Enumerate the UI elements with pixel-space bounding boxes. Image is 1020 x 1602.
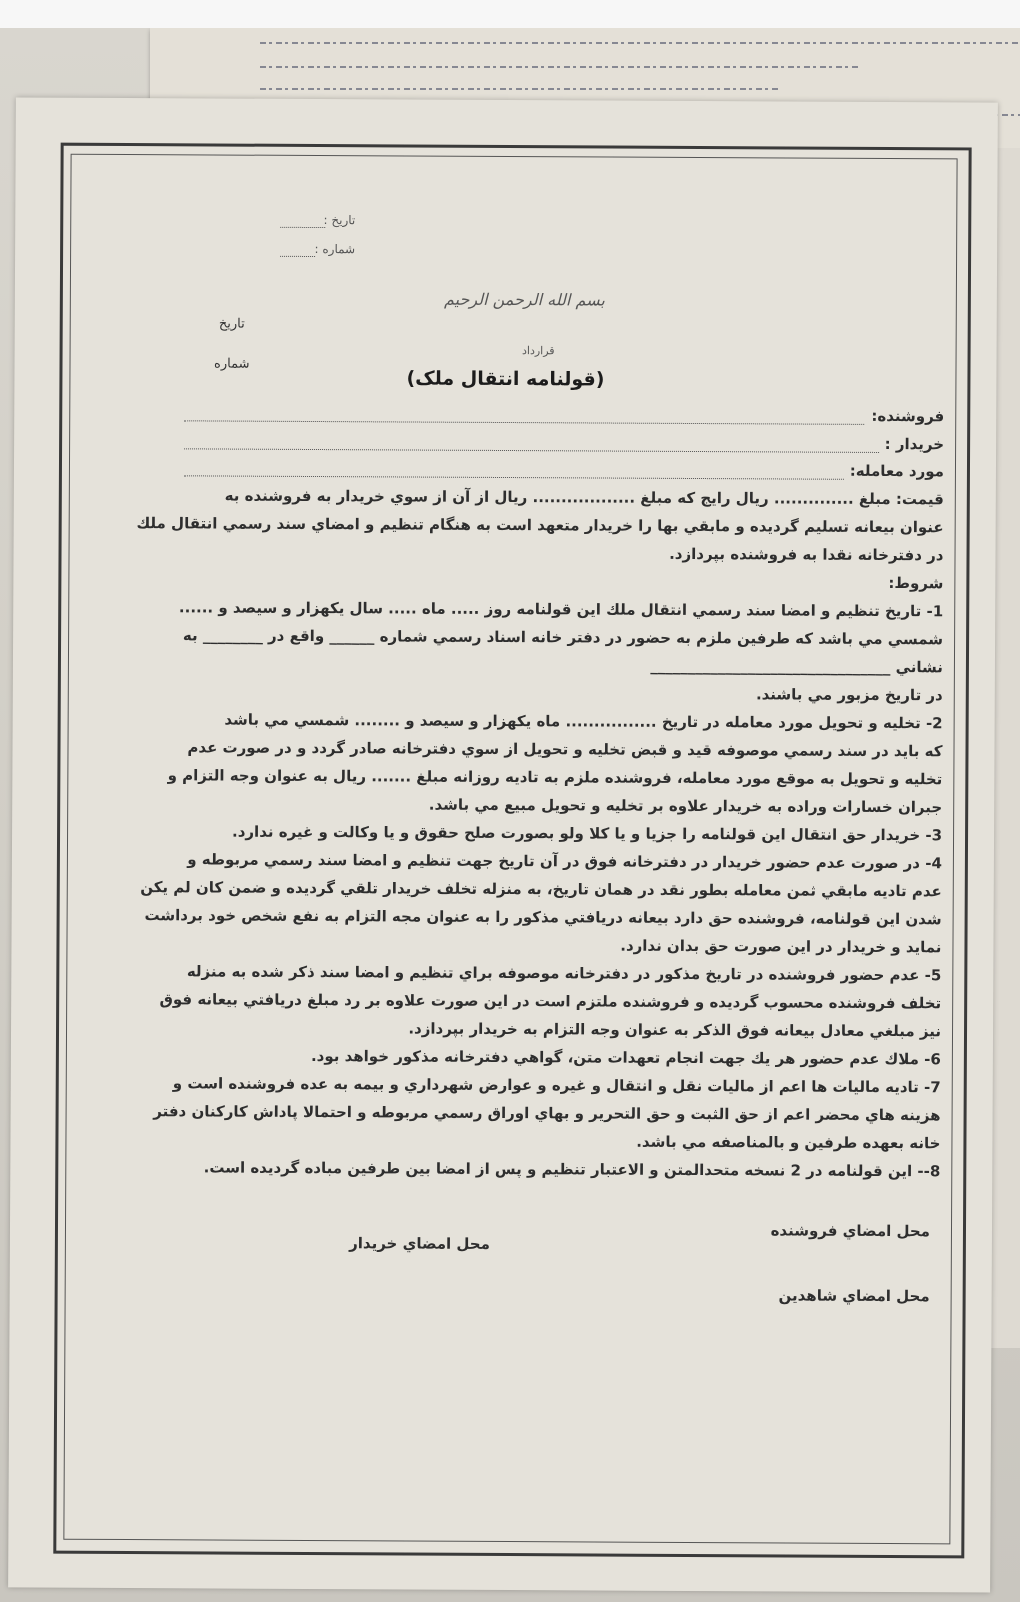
clause-line: شدن اين قولنامه، فروشنده حق دارد بيعانه دريافتي مذكور را به عنوان مجه التزام به نفع شخص خود برداشت xyxy=(144,906,942,929)
corner-date-label: تاريخ : xyxy=(323,213,356,228)
number-label: شماره xyxy=(214,356,250,372)
viewer-top-bar xyxy=(0,0,1020,29)
clause-line: خانه بعهده طرفين و بالمناصفه مي باشد. xyxy=(636,1132,941,1153)
page-title: (قولنامه انتقال ملک) xyxy=(406,367,605,391)
clause-line: 7- تاديه ماليات ها اعم از ماليات نقل و انتقال و غيره و عوارض شهرداري و بيمه به عده فروشنده است و xyxy=(172,1074,941,1097)
clause-line: عدم تاديه مابقي ثمن معامله بطور نقد در همان تاريخ، به منزله تخلف خريدار تلقي گرديده و ضمن كان لم يكن xyxy=(140,878,942,901)
price-line-3: در دفترخانه نقدا به فروشنده بپردازد. xyxy=(669,544,944,565)
clause-line: 4- در صورت عدم حضور خريدار در دفترخانه فوق در آن تاريخ جهت تنظيم و امضا سند رسمي مربوطه و xyxy=(187,850,942,873)
clause-line: جبران خسارات وراده به خريدار علاوه بر تخليه و تحويل مبيع مي باشد. xyxy=(428,795,943,817)
price-line-2: عنوان بيعانه تسليم گرديده و مابقي بها را خريدار متعهد است به هنگام تنظيم و امضاي سند رسمي انتقال ملك xyxy=(136,514,944,537)
clause-line: در تاريخ مزبور مي باشند. xyxy=(755,685,943,705)
clause-line: 5- عدم حضور فروشنده در تاريخ مذكور در دفترخانه موصوفه براي تنظيم و امضا سند ذكر شده به منزله xyxy=(186,962,942,985)
document-photo xyxy=(0,28,1020,1602)
clause-line: هزينه هاي محضر اعم از حق الثبت و حق التحرير و بهاي اوراق رسمي مربوطه و احتمالا پاداش كاركنان دفتر xyxy=(153,1102,941,1125)
clause-line: 3- خريدار حق انتقال اين قولنامه را جزيا و يا كلا ولو بصورت صلح حقوق و يا وكالت و غيره ندارد. xyxy=(232,822,943,845)
conditions-label: شروط: xyxy=(888,574,944,593)
page-border-inner xyxy=(63,154,957,1545)
contract-paper xyxy=(8,97,998,1592)
clause-line: 8-- اين قولنامه در 2 نسخه متحدالمتن و الاعتبار تنظيم و پس از امضا بين طرفين مباده گرديده است. xyxy=(203,1158,941,1181)
subtitle: قرارداد xyxy=(521,344,555,358)
clause-line: 2- تخليه و تحويل مورد معامله در تاريخ ................ ماه يكهزار و سيصد و ........ شمسي مي باشد xyxy=(224,710,943,733)
clause-line: شمسي مي باشد كه طرفين ملزم به حضور در دفتر خانه اسناد رسمي شماره ______ واقع در ________ به xyxy=(182,626,944,649)
clause-line: نشاني ________________________________ xyxy=(650,656,943,677)
seller-field-label: فروشنده: xyxy=(871,406,945,426)
clause-line: نمايد و خريدار در اين صورت حق بدان ندارد. xyxy=(620,936,942,957)
date-label: تاريخ xyxy=(218,316,245,332)
witnesses-signature-label: محل امضاي شاهدين xyxy=(778,1286,930,1306)
corner-number-label: شماره : xyxy=(314,242,356,257)
subject-field-label: مورد معامله: xyxy=(849,461,945,481)
price-line-1: قيمت: مبلغ .............. ريال رايج كه مبلغ .................. ريال از آن از سوي خريدار به فروشنده به xyxy=(224,486,944,509)
seller-signature-label: محل امضاي فروشنده xyxy=(770,1221,931,1241)
clause-line: تخليه و تحويل به موقع مورد معامله، فروشنده ملزم به تاديه روزانه مبلغ ....... ريال به عنوان وجه التزام و xyxy=(167,766,943,789)
clause-line: 6- ملاك عدم حضور هر يك جهت انجام تعهدات متن، گواهي دفترخانه مذكور خواهد بود. xyxy=(310,1046,941,1069)
clause-line: 1- تاريخ تنظيم و امضا سند رسمي انتقال ملك اين قولنامه روز ..... ماه ..... سال يكهزار و سيصد و ...... xyxy=(178,598,944,621)
clause-line: كه بايد در سند رسمي موصوفه قيد و قبض تخليه و تحويل از سوي دفترخانه صادر گردد و در صورت عدم xyxy=(187,738,943,761)
buyer-field-label: خريدار : xyxy=(884,434,945,454)
buyer-signature-label: محل امضاي خريدار xyxy=(349,1234,490,1253)
clause-line: تخلف فروشنده محسوب گرديده و فروشنده ملتزم است در اين صورت علاوه بر رد مبلغ دريافتي بيعانه فوق xyxy=(159,990,942,1013)
clause-line: نيز مبلغي معادل بيعانه فوق الذكر به عنوان وجه التزام به خريدار بپردازد. xyxy=(408,1019,942,1041)
bismillah: بسم الله الرحمن الرحيم xyxy=(443,289,605,310)
